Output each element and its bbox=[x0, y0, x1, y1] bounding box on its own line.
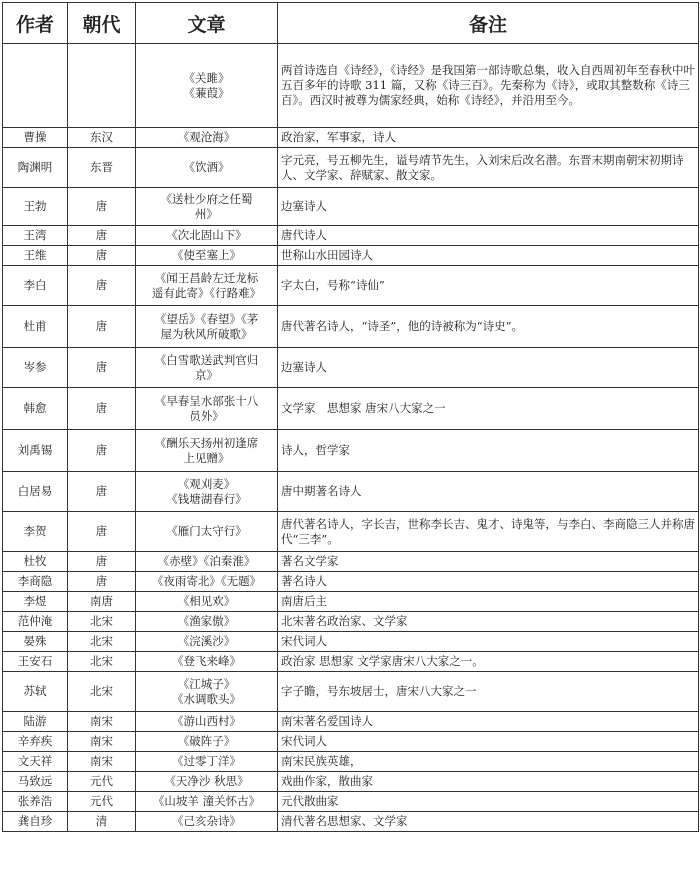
works-cell bbox=[136, 348, 278, 388]
works-cell bbox=[136, 812, 278, 832]
author-cell: 李商隐 bbox=[3, 572, 68, 592]
note-cell: 唐代诗人 bbox=[278, 226, 699, 246]
work-title: 《江城子》 bbox=[177, 676, 236, 691]
dynasty-cell: 元代 bbox=[68, 792, 136, 812]
table-row bbox=[3, 128, 699, 148]
note-cell: 南唐后主 bbox=[278, 592, 699, 612]
author-cell: 范仲淹 bbox=[3, 612, 68, 632]
note-cell: 字太白，号称“诗仙” bbox=[278, 266, 699, 306]
author-cell: 文天祥 bbox=[3, 752, 68, 772]
note-cell: 元代散曲家 bbox=[278, 792, 699, 812]
work-title: 《次北固山下》 bbox=[166, 228, 247, 242]
work-title: 《白雪歌送武判官归 bbox=[154, 352, 259, 367]
author-cell: 辛弃疾 bbox=[3, 732, 68, 752]
author-cell: 白居易 bbox=[3, 472, 68, 512]
work-title: 《望岳》《春望》《茅 bbox=[154, 311, 259, 326]
table-row bbox=[3, 732, 699, 752]
note-cell: 唐中期著名诗人 bbox=[278, 472, 699, 512]
note-cell: 文学家 思想家 唐宋八大家之一 bbox=[278, 388, 699, 430]
work-title: 《钱塘湖春行》 bbox=[166, 491, 247, 506]
work-title: 《使至塞上》 bbox=[172, 248, 241, 262]
header-works: 文章 bbox=[136, 3, 278, 44]
table-row bbox=[3, 792, 699, 812]
author-cell: 马致远 bbox=[3, 772, 68, 792]
work-title: 《观刈麦》 bbox=[177, 476, 236, 491]
dynasty-cell: 元代 bbox=[68, 772, 136, 792]
dynasty-cell: 唐 bbox=[68, 512, 136, 552]
works-cell bbox=[136, 44, 278, 128]
dynasty-cell bbox=[68, 44, 136, 128]
dynasty-cell: 北宋 bbox=[68, 612, 136, 632]
author-cell: 陶渊明 bbox=[3, 148, 68, 188]
dynasty-cell: 南宋 bbox=[68, 752, 136, 772]
table-row bbox=[3, 388, 699, 430]
note-cell: 著名诗人 bbox=[278, 572, 699, 592]
author-cell: 陆游 bbox=[3, 712, 68, 732]
dynasty-cell: 唐 bbox=[68, 572, 136, 592]
dynasty-cell: 北宋 bbox=[68, 632, 136, 652]
dynasty-cell: 南唐 bbox=[68, 592, 136, 612]
author-cell: 刘禹锡 bbox=[3, 430, 68, 472]
works-cell bbox=[136, 752, 278, 772]
works-cell bbox=[136, 148, 278, 188]
dynasty-cell: 南宋 bbox=[68, 712, 136, 732]
note-cell: 唐代著名诗人，“诗圣”，他的诗被称为“诗史”。 bbox=[278, 306, 699, 348]
table-row bbox=[3, 306, 699, 348]
dynasty-cell: 唐 bbox=[68, 188, 136, 226]
dynasty-cell: 唐 bbox=[68, 226, 136, 246]
work-title: 《关雎》 bbox=[183, 70, 230, 85]
table-row bbox=[3, 512, 699, 552]
work-title: 《登飞来峰》 bbox=[172, 654, 241, 668]
table-row bbox=[3, 188, 699, 226]
author-cell: 龚自珍 bbox=[3, 812, 68, 832]
note-cell: 政治家，军事家，诗人 bbox=[278, 128, 699, 148]
work-title: 《破阵子》 bbox=[177, 734, 236, 748]
work-title: 《蒹葭》 bbox=[183, 85, 230, 100]
table-row bbox=[3, 652, 699, 672]
note-cell: 著名文学家 bbox=[278, 552, 699, 572]
work-title: 《夜雨寄北》《无题》 bbox=[151, 574, 262, 588]
dynasty-cell: 唐 bbox=[68, 430, 136, 472]
note-cell: 边塞诗人 bbox=[278, 348, 699, 388]
note-cell: 北宋著名政治家、文学家 bbox=[278, 612, 699, 632]
work-title: 《赤壁》《泊秦淮》 bbox=[157, 554, 256, 568]
table-row bbox=[3, 812, 699, 832]
author-cell: 晏殊 bbox=[3, 632, 68, 652]
table-row bbox=[3, 266, 699, 306]
author-cell: 张养浩 bbox=[3, 792, 68, 812]
note-cell: 诗人，哲学家 bbox=[278, 430, 699, 472]
author-cell: 王湾 bbox=[3, 226, 68, 246]
work-title: 《游山西村》 bbox=[172, 714, 241, 728]
work-title: 《送杜少府之任蜀 bbox=[160, 191, 253, 206]
work-title: 《己亥杂诗》 bbox=[172, 814, 241, 828]
table-row bbox=[3, 632, 699, 652]
works-cell bbox=[136, 632, 278, 652]
author-cell: 杜牧 bbox=[3, 552, 68, 572]
work-title: 《饮酒》 bbox=[183, 160, 230, 174]
table-row bbox=[3, 612, 699, 632]
work-title: 京》 bbox=[195, 367, 218, 382]
dynasty-cell: 唐 bbox=[68, 472, 136, 512]
work-title: 《浣溪沙》 bbox=[177, 634, 236, 648]
works-cell bbox=[136, 266, 278, 306]
author-cell: 李白 bbox=[3, 266, 68, 306]
work-title: 《天净沙 秋思》 bbox=[164, 774, 249, 788]
table-row bbox=[3, 552, 699, 572]
table-body bbox=[3, 44, 699, 832]
works-cell bbox=[136, 572, 278, 592]
author-cell: 曹操 bbox=[3, 128, 68, 148]
table-row bbox=[3, 592, 699, 612]
works-cell bbox=[136, 306, 278, 348]
work-title: 《水调歌头》 bbox=[172, 691, 241, 706]
work-title: 员外》 bbox=[189, 408, 224, 423]
author-cell bbox=[3, 44, 68, 128]
works-cell bbox=[136, 188, 278, 226]
works-cell bbox=[136, 512, 278, 552]
author-cell: 李贺 bbox=[3, 512, 68, 552]
author-cell: 王勃 bbox=[3, 188, 68, 226]
table-row bbox=[3, 772, 699, 792]
dynasty-cell: 唐 bbox=[68, 266, 136, 306]
note-cell: 南宋民族英雄， bbox=[278, 752, 699, 772]
header-author: 作者 bbox=[3, 3, 68, 44]
dynasty-cell: 唐 bbox=[68, 306, 136, 348]
dynasty-cell: 唐 bbox=[68, 246, 136, 266]
note-cell: 边塞诗人 bbox=[278, 188, 699, 226]
table-row bbox=[3, 226, 699, 246]
note-cell: 宋代词人 bbox=[278, 632, 699, 652]
works-cell bbox=[136, 472, 278, 512]
works-cell bbox=[136, 792, 278, 812]
work-title: 《早春呈水部张十八 bbox=[154, 393, 259, 408]
header-row bbox=[3, 3, 699, 44]
author-cell: 王安石 bbox=[3, 652, 68, 672]
work-title: 《相见欢》 bbox=[177, 594, 236, 608]
author-cell: 苏轼 bbox=[3, 672, 68, 712]
author-cell: 李煜 bbox=[3, 592, 68, 612]
dynasty-cell: 东汉 bbox=[68, 128, 136, 148]
work-title: 《酬乐天扬州初逢席 bbox=[154, 435, 259, 450]
work-title: 《渔家傲》 bbox=[177, 614, 236, 628]
dynasty-cell: 北宋 bbox=[68, 652, 136, 672]
note-cell: 宋代词人 bbox=[278, 732, 699, 752]
table-row bbox=[3, 148, 699, 188]
works-cell bbox=[136, 226, 278, 246]
dynasty-cell: 唐 bbox=[68, 348, 136, 388]
dynasty-cell: 唐 bbox=[68, 552, 136, 572]
work-title: 《雁门太守行》 bbox=[166, 524, 247, 538]
works-cell bbox=[136, 612, 278, 632]
work-title: 《闻王昌龄左迁龙标 bbox=[154, 270, 259, 285]
works-cell bbox=[136, 672, 278, 712]
works-cell bbox=[136, 772, 278, 792]
note-cell: 字子瞻，号东坡居士，唐宋八大家之一 bbox=[278, 672, 699, 712]
header-notes: 备注 bbox=[278, 3, 699, 44]
works-cell bbox=[136, 652, 278, 672]
dynasty-cell: 南宋 bbox=[68, 732, 136, 752]
works-cell bbox=[136, 712, 278, 732]
work-title: 屋为秋风所破歌》 bbox=[160, 326, 253, 341]
table-row bbox=[3, 430, 699, 472]
note-cell: 南宋著名爱国诗人 bbox=[278, 712, 699, 732]
note-cell: 清代著名思想家、文学家 bbox=[278, 812, 699, 832]
work-title: 《过零丁洋》 bbox=[172, 754, 241, 768]
works-cell bbox=[136, 128, 278, 148]
note-cell: 字元亮，号五柳先生，谥号靖节先生，入刘宋后改名潜。东晋末期南朝宋初期诗人、文学家、辞赋家、散文家。 bbox=[278, 148, 699, 188]
works-cell bbox=[136, 592, 278, 612]
header-dynasty: 朝代 bbox=[68, 3, 136, 44]
work-title: 《观沧海》 bbox=[177, 130, 236, 144]
author-cell: 岑参 bbox=[3, 348, 68, 388]
author-cell: 杜甫 bbox=[3, 306, 68, 348]
works-cell bbox=[136, 246, 278, 266]
poets-table bbox=[2, 2, 699, 832]
note-cell: 唐代著名诗人，字长吉，世称李长吉、鬼才、诗鬼等，与李白、李商隐三人并称唐代“三李”。 bbox=[278, 512, 699, 552]
works-cell bbox=[136, 732, 278, 752]
table-row bbox=[3, 348, 699, 388]
table-row bbox=[3, 712, 699, 732]
note-cell: 两首诗选自《诗经》，《诗经》是我国第一部诗歌总集，收入自西周初年至春秋中叶五百多年的诗歌 311 篇，又称《诗三百》。先秦称为《诗》，或取其整数称《诗三百》。西汉时被尊为儒家经典，始称《诗经》，并沿用至今。 bbox=[278, 44, 699, 128]
note-cell: 戏曲作家，散曲家 bbox=[278, 772, 699, 792]
note-cell: 世称山水田园诗人 bbox=[278, 246, 699, 266]
dynasty-cell: 唐 bbox=[68, 388, 136, 430]
author-cell: 王维 bbox=[3, 246, 68, 266]
works-cell bbox=[136, 388, 278, 430]
dynasty-cell: 东晋 bbox=[68, 148, 136, 188]
work-title: 州》 bbox=[195, 206, 218, 221]
work-title: 遥有此寄》《行路难》 bbox=[151, 285, 262, 300]
table-row bbox=[3, 472, 699, 512]
table-row bbox=[3, 752, 699, 772]
author-cell: 韩愈 bbox=[3, 388, 68, 430]
table-row bbox=[3, 672, 699, 712]
works-cell bbox=[136, 430, 278, 472]
note-cell: 政治家 思想家 文学家唐宋八大家之一。 bbox=[278, 652, 699, 672]
table-row bbox=[3, 44, 699, 128]
work-title: 上见赠》 bbox=[183, 450, 230, 465]
work-title: 《山坡羊 潼关怀古》 bbox=[152, 794, 261, 808]
works-cell bbox=[136, 552, 278, 572]
dynasty-cell: 北宋 bbox=[68, 672, 136, 712]
dynasty-cell: 清 bbox=[68, 812, 136, 832]
table-row bbox=[3, 572, 699, 592]
table-row bbox=[3, 246, 699, 266]
